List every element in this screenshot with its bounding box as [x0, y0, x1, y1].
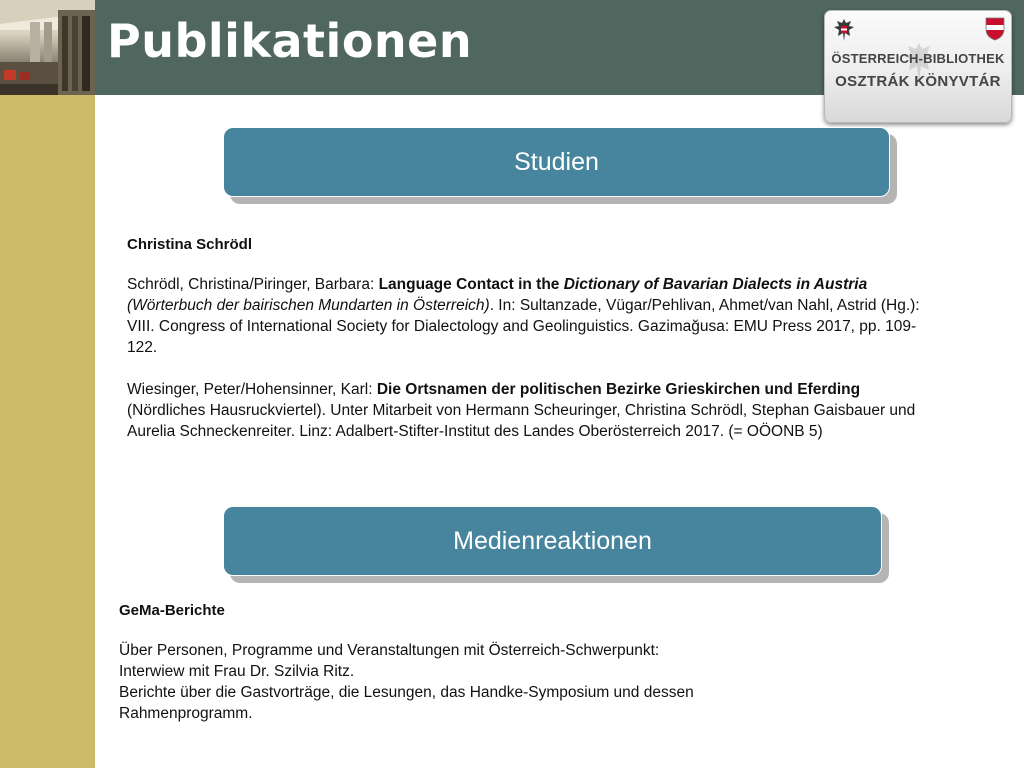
- gema-heading: GeMa-Berichte: [119, 602, 225, 619]
- medien-line-3: Berichte über die Gastvorträge, die Lesungen, das Handke-Symposium und dessen Rahmenprogramm.: [119, 684, 694, 722]
- library-logo: [824, 10, 1012, 123]
- austrian-eagle-icon: [833, 17, 855, 43]
- studien-content: [127, 234, 927, 463]
- left-decor-bar: [0, 0, 95, 768]
- logo-text-german: ÖSTERREICH-BIBLIOTHEK: [831, 51, 1005, 66]
- publication-entry-1: Schrödl, Christina/Piringer, Barbara: Language Contact in the Dictionary of Bavarian Dialects in Austria (Wörterbuch der bairischen Mundarten in Österreich). In: Sultanzade, Vügar/Pehlivan, Ahmet/van Nahl, Astrid (Hg.): VIII. Congress of International Society for Dialectology and Geolinguistics. Gazimağusa: EMU Press 2017, pp. 109-122.: [127, 276, 920, 356]
- section-medienreaktionen-banner: [223, 506, 882, 576]
- section-studien-label: Studien: [514, 147, 599, 176]
- author-heading: Christina Schrödl: [127, 236, 253, 253]
- medien-line-1: Über Personen, Programme und Veranstaltungen mit Österreich-Schwerpunkt:: [119, 642, 660, 659]
- medien-line-2: Interwiew mit Frau Dr. Szilvia Ritz.: [119, 663, 355, 680]
- logo-text-hungarian: OSZTRÁK KÖNYVTÁR: [835, 73, 1001, 90]
- section-studien-banner: [223, 127, 890, 197]
- section-medienreaktionen-label: Medienreaktionen: [453, 526, 652, 555]
- library-photo: [0, 0, 95, 95]
- hungarian-shield-icon: [985, 17, 1005, 41]
- page-title: Publikationen: [107, 14, 473, 68]
- medien-content: [119, 600, 819, 724]
- publication-entry-2: Wiesinger, Peter/Hohensinner, Karl: Die Ortsnamen der politischen Bezirke Grieskirchen und Eferding (Nördliches Hausruckviertel). Unter Mitarbeit von Hermann Scheuringer, Christina Schrödl, Stephan Gaisbauer und Aurelia Schneckenreiter. Linz: Adalbert-Stifter-Institut des Landes Oberösterreich 2017. (= OÖONB 5): [127, 381, 916, 440]
